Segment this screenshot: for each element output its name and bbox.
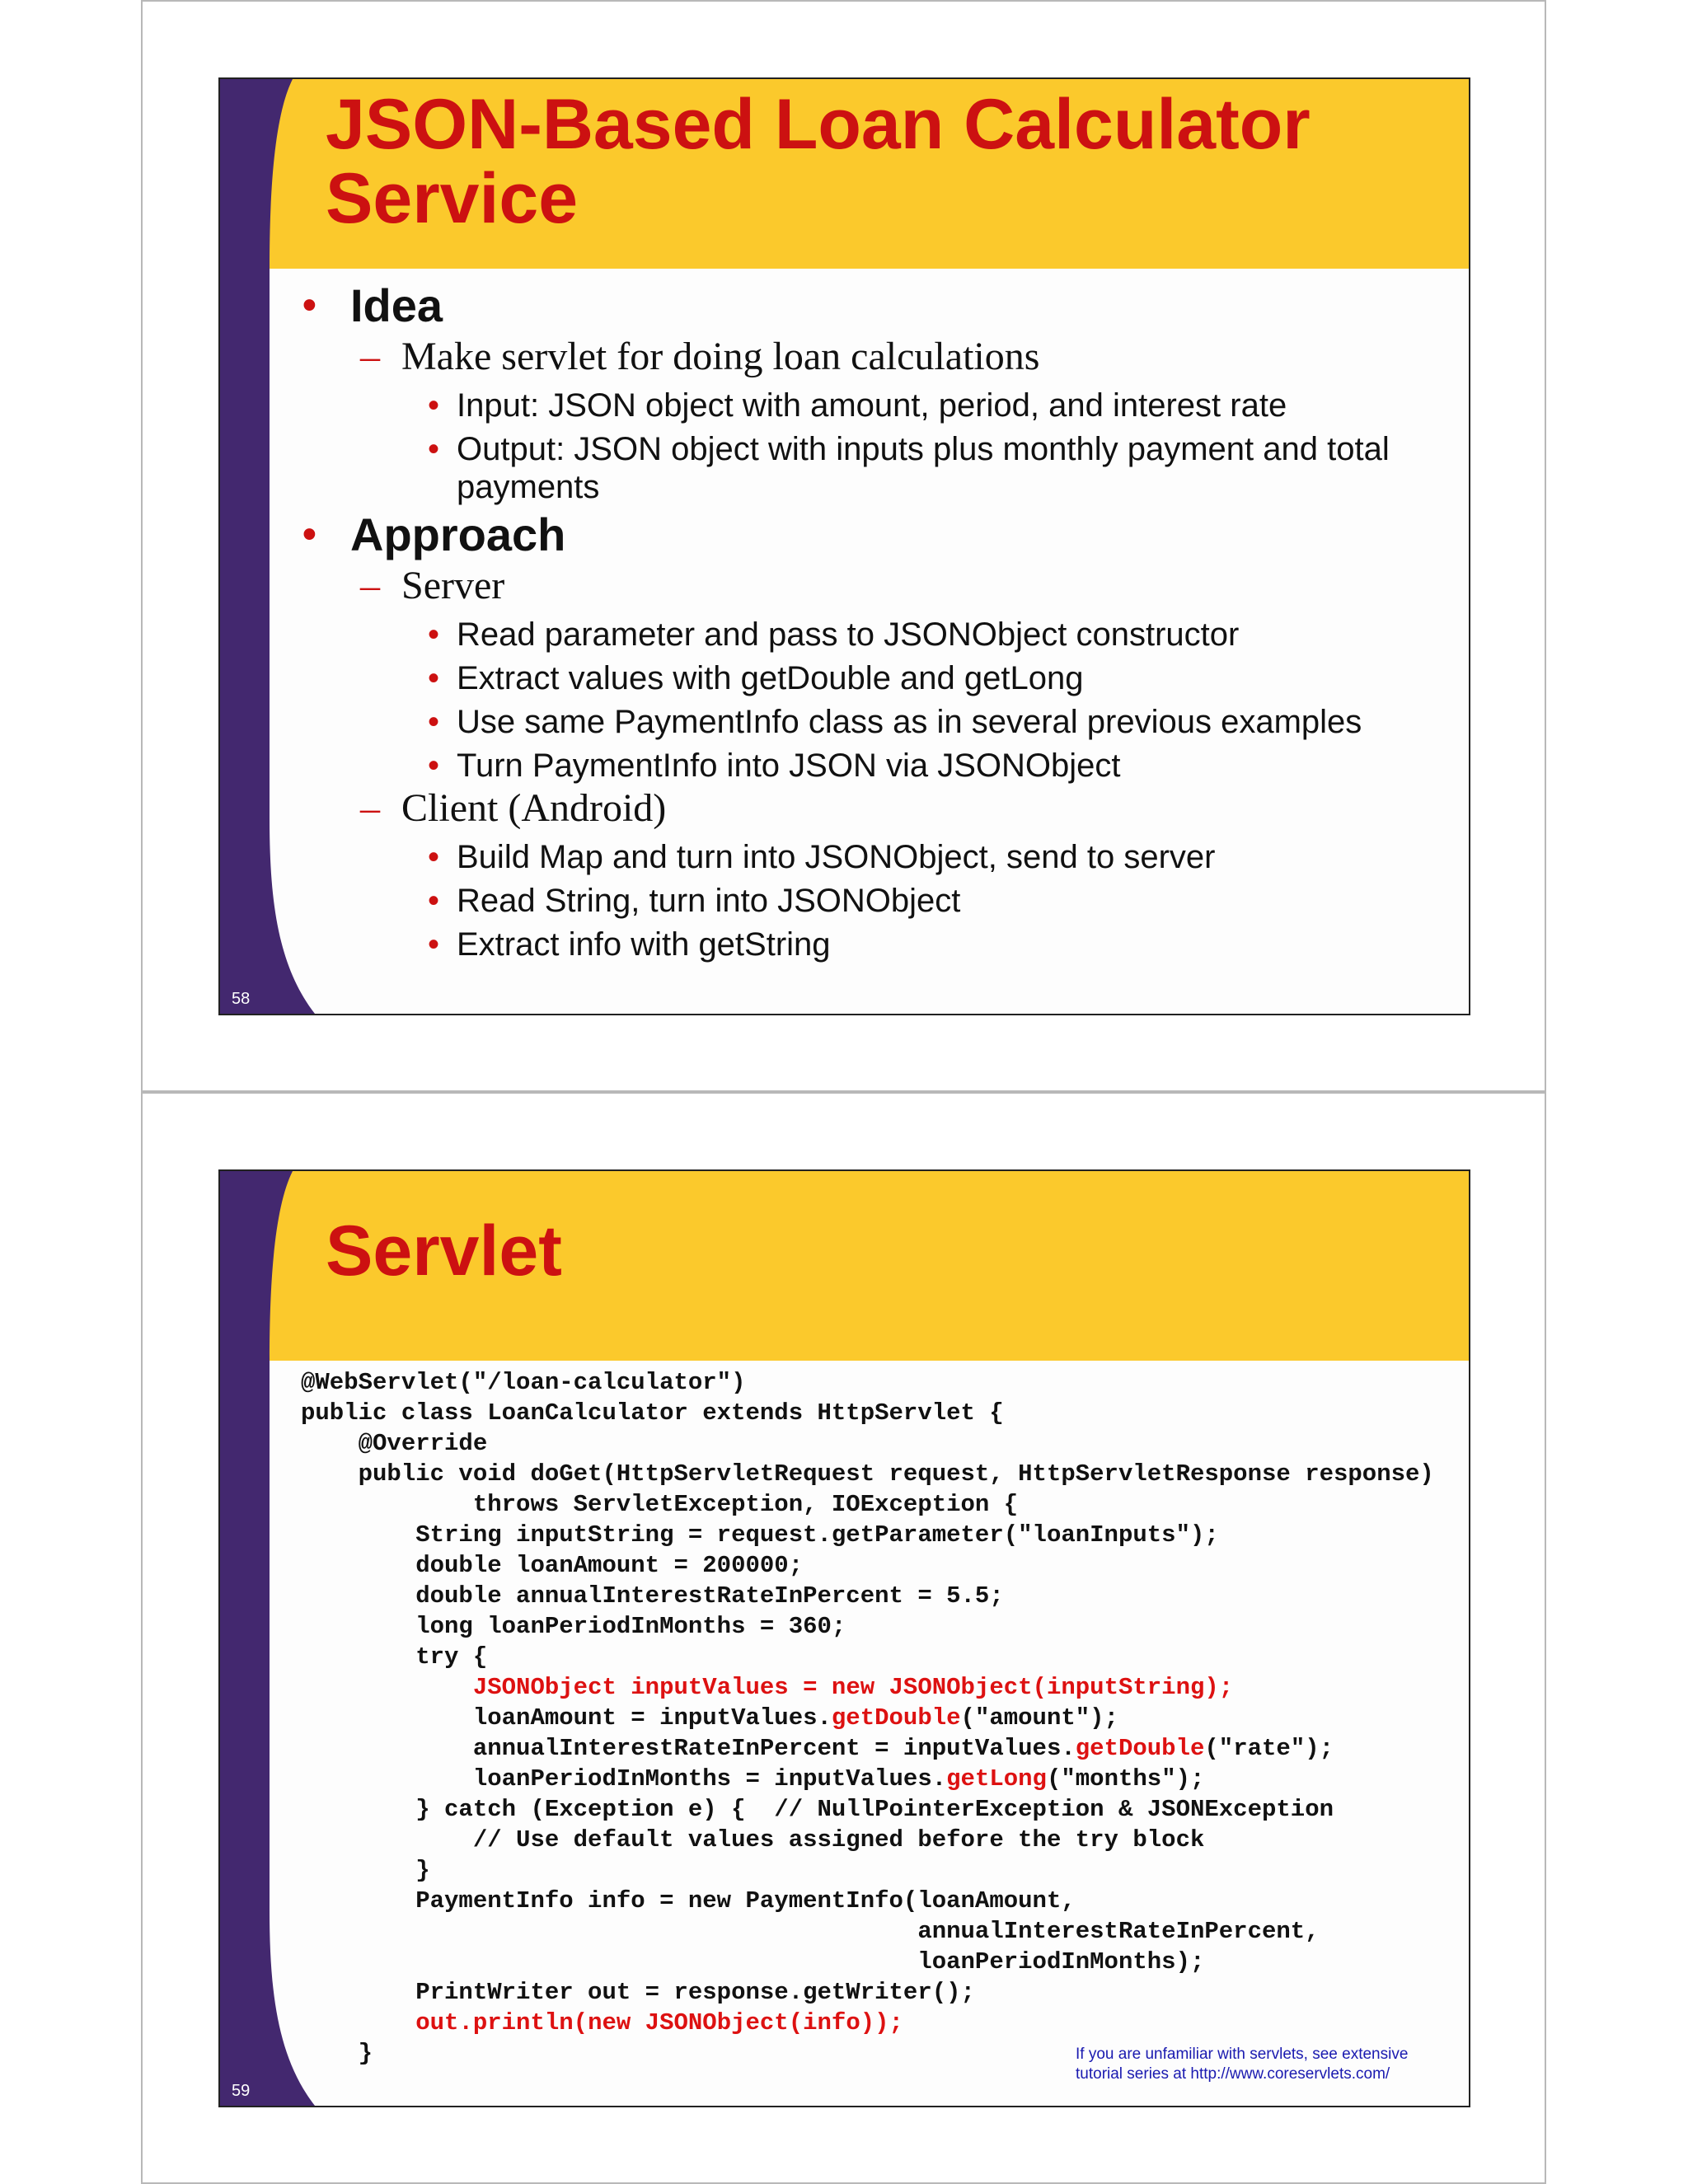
code-text: String inputString = request.getParameter("loanInputs"); bbox=[301, 1521, 1219, 1549]
code-line bbox=[301, 1643, 487, 1671]
code-line bbox=[301, 1460, 1434, 1488]
bullet-marker: • bbox=[428, 839, 440, 875]
code-line bbox=[301, 1521, 1219, 1549]
item-text: Client (Android) bbox=[401, 786, 667, 830]
code-text: ("months"); bbox=[1046, 1765, 1205, 1793]
item-text: Make servlet for doing loan calculations bbox=[401, 335, 1040, 378]
item-text: Build Map and turn into JSONObject, send to server bbox=[457, 839, 1216, 875]
code-text: public void doGet(HttpServletRequest request, HttpServletResponse response) bbox=[301, 1460, 1434, 1488]
item-text: Extract values with getDouble and getLong bbox=[457, 660, 1084, 696]
slide-title: JSON-Based Loan Calculator Service bbox=[326, 85, 1311, 238]
bullet-marker: • bbox=[428, 660, 440, 696]
list-item bbox=[302, 616, 1456, 654]
item-text: Use same PaymentInfo class as in several previous examples bbox=[457, 704, 1362, 740]
item-text: Idea bbox=[350, 279, 443, 331]
code-line bbox=[301, 1552, 803, 1579]
code-line bbox=[301, 1826, 1204, 1854]
code-line bbox=[301, 1674, 1233, 1701]
code-text bbox=[301, 1674, 473, 1701]
code-line bbox=[301, 1735, 1334, 1762]
code-block bbox=[301, 1367, 1434, 2069]
code-text: annualInterestRateInPercent = inputValues. bbox=[301, 1735, 1076, 1762]
dash-marker: – bbox=[360, 335, 380, 378]
slide-58 bbox=[218, 77, 1470, 1015]
item-text: Approach bbox=[350, 509, 566, 560]
code-text: PaymentInfo info = new PaymentInfo(loanAmount, bbox=[301, 1887, 1076, 1915]
dash-marker: – bbox=[360, 564, 380, 607]
code-line bbox=[301, 1887, 1076, 1915]
bullet-marker: • bbox=[428, 616, 440, 653]
code-highlight: getLong bbox=[946, 1765, 1047, 1793]
code-line bbox=[301, 1491, 1018, 1518]
code-line bbox=[301, 1857, 430, 1884]
code-line bbox=[301, 1765, 1204, 1793]
bullet-marker: • bbox=[428, 431, 440, 467]
code-line bbox=[301, 1704, 1118, 1732]
code-line bbox=[301, 1399, 1004, 1427]
code-text: public class LoanCalculator extends HttpServlet { bbox=[301, 1399, 1004, 1427]
code-highlight: out.println(new JSONObject(info)); bbox=[415, 2009, 903, 2036]
code-line bbox=[301, 1582, 1004, 1610]
list-item bbox=[302, 747, 1456, 785]
item-text: Read String, turn into JSONObject bbox=[457, 883, 961, 919]
sub-bullet bbox=[302, 333, 1456, 381]
code-highlight: getDouble bbox=[831, 1704, 961, 1732]
bullet-heading bbox=[302, 508, 1456, 562]
bullet-marker: • bbox=[428, 883, 440, 919]
list-item bbox=[302, 387, 1456, 424]
item-text: Extract info with getString bbox=[457, 926, 831, 963]
bullet-marker: • bbox=[302, 284, 316, 327]
list-item bbox=[302, 430, 1456, 506]
code-text: @WebServlet("/loan-calculator") bbox=[301, 1369, 746, 1396]
list-item bbox=[302, 926, 1456, 963]
code-text: loanPeriodInMonths = inputValues. bbox=[301, 1765, 947, 1793]
code-text: loanPeriodInMonths); bbox=[301, 1948, 1205, 1975]
code-text: annualInterestRateInPercent, bbox=[301, 1918, 1320, 1945]
slide-59 bbox=[218, 1169, 1470, 2107]
code-line bbox=[301, 2040, 373, 2067]
code-text bbox=[301, 2009, 415, 2036]
code-line bbox=[301, 1369, 746, 1396]
item-text: Read parameter and pass to JSONObject constructor bbox=[457, 616, 1240, 653]
code-line bbox=[301, 1796, 1334, 1823]
item-text: Output: JSON object with inputs plus monthly payment and total payments bbox=[457, 431, 1390, 505]
item-text: Input: JSON object with amount, period, and interest rate bbox=[457, 387, 1287, 424]
code-line bbox=[301, 1948, 1204, 1975]
dash-marker: – bbox=[360, 786, 380, 830]
code-text: } catch (Exception e) { // NullPointerException & JSONException bbox=[301, 1796, 1334, 1823]
slide-number: 58 bbox=[232, 990, 251, 1008]
bullet-marker: • bbox=[428, 748, 440, 784]
code-line bbox=[301, 2009, 903, 2036]
code-highlight: getDouble bbox=[1075, 1735, 1205, 1762]
code-text: } bbox=[301, 2040, 373, 2067]
bullet-heading bbox=[302, 279, 1456, 333]
slide-content bbox=[302, 277, 1456, 963]
code-text: double loanAmount = 200000; bbox=[301, 1552, 804, 1579]
list-item bbox=[302, 703, 1456, 741]
list-item bbox=[302, 659, 1456, 697]
code-text: double annualInterestRateInPercent = 5.5; bbox=[301, 1582, 1004, 1610]
code-line bbox=[301, 1613, 846, 1640]
code-text: try { bbox=[301, 1643, 488, 1671]
code-text: PrintWriter out = response.getWriter(); bbox=[301, 1979, 975, 2006]
code-text: @Override bbox=[301, 1430, 488, 1457]
slide-number: 59 bbox=[232, 2082, 251, 2100]
bullet-marker: • bbox=[428, 926, 440, 963]
code-line bbox=[301, 1430, 487, 1457]
sub-bullet bbox=[302, 562, 1456, 610]
sub-bullet bbox=[302, 785, 1456, 832]
code-highlight: JSONObject inputValues = new JSONObject(inputString); bbox=[472, 1674, 1234, 1701]
item-text: Server bbox=[401, 564, 505, 607]
code-line bbox=[301, 1979, 975, 2006]
code-line bbox=[301, 1918, 1320, 1945]
bullet-marker: • bbox=[428, 704, 440, 740]
bullet-marker: • bbox=[302, 513, 316, 556]
code-text: } bbox=[301, 1857, 430, 1884]
code-text: loanAmount = inputValues. bbox=[301, 1704, 832, 1732]
footnote: If you are unfamiliar with servlets, see extensive tutorial series at http://www.coreservlets.com/ bbox=[1076, 2046, 1409, 2083]
code-text: throws ServletException, IOException { bbox=[301, 1491, 1019, 1518]
list-item bbox=[302, 882, 1456, 920]
item-text: Turn PaymentInfo into JSON via JSONObject bbox=[457, 748, 1121, 784]
list-item bbox=[302, 838, 1456, 876]
slide-title: Servlet bbox=[326, 1212, 562, 1291]
code-text: ("amount"); bbox=[960, 1704, 1118, 1732]
code-text: // Use default values assigned before the try block bbox=[301, 1826, 1205, 1854]
bullet-marker: • bbox=[428, 387, 440, 424]
code-text: long loanPeriodInMonths = 360; bbox=[301, 1613, 846, 1640]
code-text: ("rate"); bbox=[1204, 1735, 1334, 1762]
